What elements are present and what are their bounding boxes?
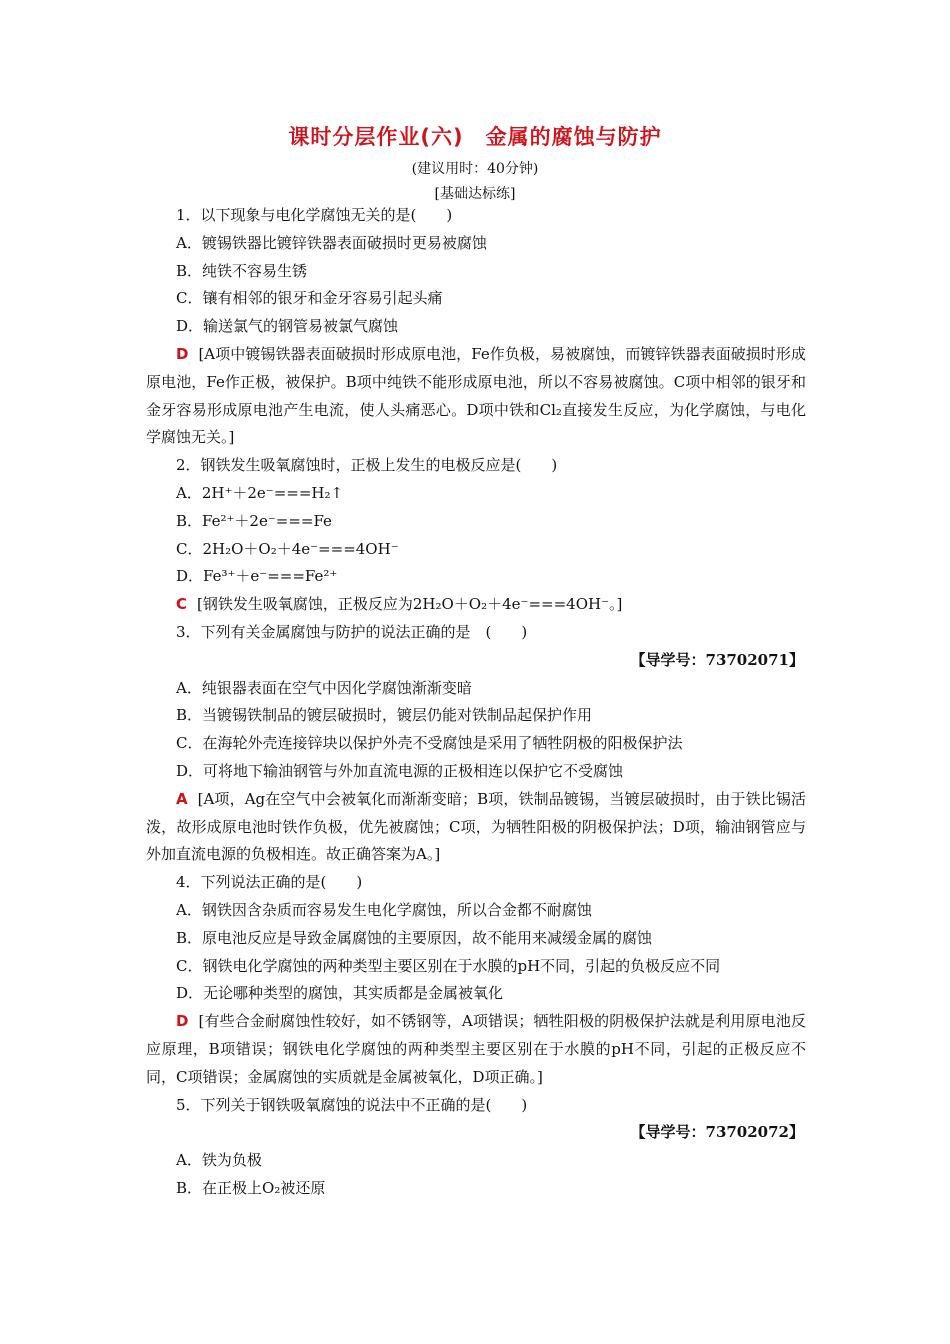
- question-stem: 5．下列关于钢铁吸氧腐蚀的说法中不正确的是( ): [176, 1095, 528, 1114]
- question-stem: 1．以下现象与电化学腐蚀无关的是( ): [176, 206, 453, 224]
- guide-number: 【导学号：73702071】: [630, 650, 804, 669]
- answer-explanation: [146, 786, 806, 869]
- answer-letter: D: [176, 1012, 189, 1031]
- option: A．铁为负极: [176, 1151, 262, 1170]
- option: B．原电池反应是导致金属腐蚀的主要原因，故不能用来减缓金属的腐蚀: [176, 928, 653, 947]
- option: C．镶有相邻的银牙和金牙容易引起头痛: [176, 289, 443, 308]
- page-title: 课时分层作业(六) 金属的腐蚀与防护: [288, 125, 662, 149]
- suggested-time: (建议用时：40分钟): [411, 161, 539, 177]
- answer-explanation: [146, 1008, 806, 1091]
- option: B．Fe²⁺＋2e⁻===Fe: [176, 511, 332, 530]
- option: A．镀锡铁器比镀锌铁器表面破损时更易被腐蚀: [176, 233, 487, 252]
- question-list: [146, 202, 806, 1203]
- section-heading: [基础达标练]: [434, 186, 516, 202]
- answer-text: [A项中镀锡铁器表面破损时形成原电池，Fe作负极，易被腐蚀，而镀锌铁器表面破损时形成原电池，Fe作正极，被保护。B项中纯铁不能形成原电池，所以不容易被腐蚀。C项中相邻的银牙和金牙容易形成原电池产生电流，使人头痛恶心。D项中铁和Cl₂直接发生反应，为化学腐蚀，与电化学腐蚀无关。]: [146, 344, 806, 447]
- option: A．2H⁺＋2e⁻===H₂↑: [176, 483, 344, 502]
- option: B．当镀锡铁制品的镀层破损时，镀层仍能对铁制品起保护作用: [176, 706, 593, 725]
- option: A．钢铁因含杂质而容易发生电化学腐蚀，所以合金都不耐腐蚀: [176, 900, 592, 919]
- answer-letter: C: [176, 595, 188, 614]
- question-stem: 3．下列有关金属腐蚀与防护的说法正确的是 ( ): [176, 622, 528, 641]
- option: D．Fe³⁺＋e⁻===Fe²⁺: [176, 567, 338, 586]
- option: B．在正极上O₂被还原: [176, 1178, 326, 1197]
- answer-explanation: [146, 341, 806, 452]
- option: D．可将地下输油钢管与外加直流电源的正极相连以保护它不受腐蚀: [176, 761, 624, 780]
- option: C．2H₂O＋O₂＋4e⁻===4OH⁻: [176, 539, 399, 558]
- answer-letter: A: [176, 789, 188, 808]
- answer-text: [有些合金耐腐蚀性较好，如不锈钢等，A项错误；牺牲阳极的阴极保护法就是利用原电池反应原理，B项错误；钢铁电化学腐蚀的两种类型主要区别在于水膜的pH不同，引起的正极反应不同，C项错误；金属腐蚀的实质就是金属被氧化，D项正确。]: [146, 1012, 806, 1086]
- answer-explanation: [146, 591, 806, 619]
- option: C．在海轮外壳连接锌块以保护外壳不受腐蚀是采用了牺牲阴极的阳极保护法: [176, 734, 683, 753]
- guide-number: 【导学号：73702072】: [630, 1123, 804, 1142]
- answer-text: [钢铁发生吸氧腐蚀，正极反应为2H₂O＋O₂＋4e⁻===4OH⁻。]: [197, 595, 623, 614]
- question-stem: 4．下列说法正确的是( ): [176, 873, 363, 892]
- option: C．钢铁电化学腐蚀的两种类型主要区别在于水膜的pH不同，引起的负极反应不同: [176, 956, 721, 975]
- answer-text: [A项，Ag在空气中会被氧化而渐渐变暗；B项，铁制品镀锡，当镀层破损时，由于铁比锡活泼，故形成原电池时铁作负极，优先被腐蚀；C项，为牺牲阳极的阴极保护法；D项，输油钢管应与外加直流电源的负极相连。故正确答案为A。]: [146, 789, 806, 864]
- answer-letter: D: [176, 344, 189, 363]
- question-stem: 2．钢铁发生吸氧腐蚀时，正极上发生的电极反应是( ): [176, 456, 558, 475]
- option: D．输送氯气的钢管易被氯气腐蚀: [176, 317, 399, 336]
- option: B．纯铁不容易生锈: [176, 261, 308, 280]
- option: D．无论哪种类型的腐蚀，其实质都是金属被氧化: [176, 984, 504, 1003]
- option: A．纯银器表面在空气中因化学腐蚀渐渐变暗: [176, 678, 472, 697]
